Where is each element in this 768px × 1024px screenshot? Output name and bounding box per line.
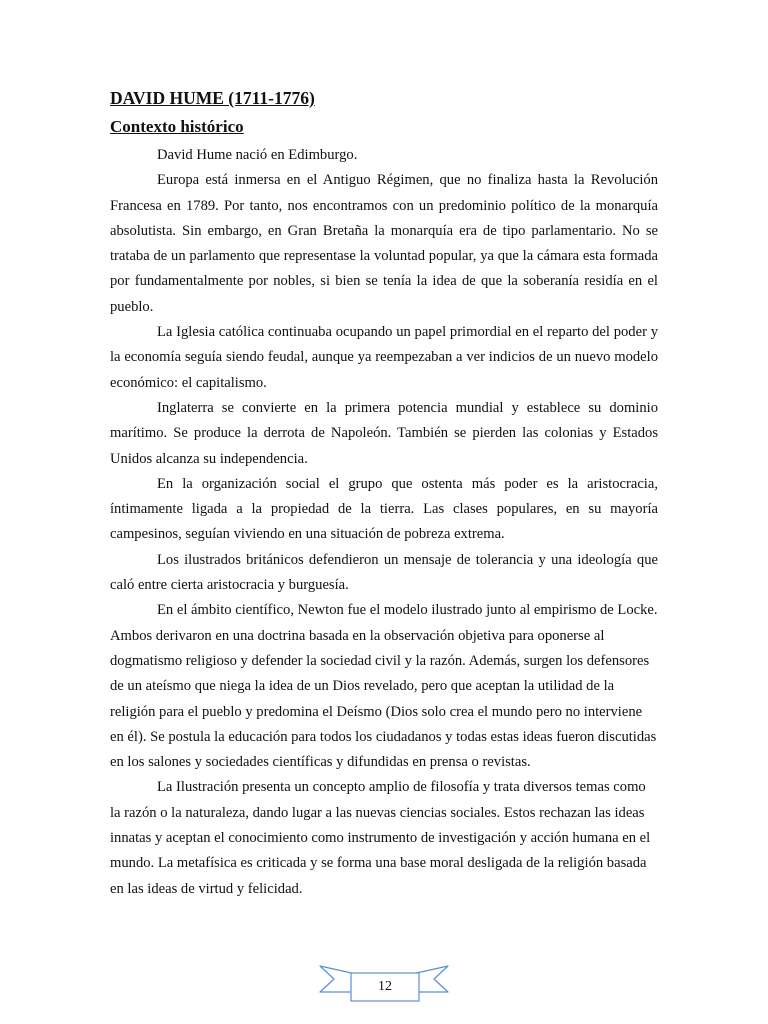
- paragraph-iglesia: La Iglesia católica continuaba ocupando un papel primordial en el reparto del poder y la economía seguía siendo feudal, aunque ya reempezaban a ver indicios de un nuevo modelo económico: el capitalismo.: [110, 324, 658, 391]
- paragraph-inglaterra: Inglaterra se convierte en la primera potencia mundial y establece su dominio marítimo. Se produce la derrota de Napoleón. También se pierden las colonias y Estados Unidos alcanza su independencia.: [110, 399, 658, 467]
- paragraph-ilustracion: La Ilustración presenta un concepto amplio de filosofía y trata diversos temas como la razón o la naturaleza, dando lugar a las nuevas ciencias sociales. Estos rechazan las ideas innatas y aceptan el conocimiento como instrumento de investigación y acción humana en el mundo. La metafísica es criticada y se forma una base moral desligada de la religión basada en las ideas de virtud y felicidad.: [110, 779, 651, 897]
- paragraph-birthplace: David Hume nació en Edimburgo.: [157, 147, 358, 163]
- paragraph-ambito-cientifico: En el ámbito científico, Newton fue el modelo ilustrado junto al empirismo de Locke. Ambos derivaron en una doctrina basada en la observación objetiva para oponerse al dogmatismo religioso y defender la sociedad civil y la razón. Además, surgen los defensores de un ateísmo que niega la idea de un Dios revelado, pero que aceptan la utilidad de la religión para el pueblo y predomina el Deísmo (Dios solo crea el mundo pero no interviene en él). Se postula la educación para todos los ciudadanos y todas estas ideas fueron discutidas en los salones y sociedades científicas y difundidas en prensa o revistas.: [110, 602, 658, 771]
- paragraph-ilustrados: Los ilustrados británicos defendieron un mensaje de tolerancia y una ideología que caló entre cierta aristocracia y burguesía.: [110, 551, 658, 594]
- paragraph-organizacion-social: En la organización social el grupo que ostenta más poder es la aristocracia, íntimamente ligada a la propiedad de la tierra. Las clases populares, en su mayoría campesinos, seguían viviendo en una situación de pobreza extrema.: [110, 475, 658, 543]
- paragraph-antiguo-regimen: Europa está inmersa en el Antiguo Régimen, que no finaliza hasta la Revolución Francesa en 1789. Por tanto, nos encontramos con un predominio político de la monarquía absolutista. Sin embargo, en Gran Bretaña la monarquía era de tipo parlamentario. No se trataba de un parlamento que representase la voluntad popular, ya que la cámara esta formada por fundamentalmente por nobles, si bien se tenía la idea de que la soberanía residía en el pueblo.: [110, 172, 658, 315]
- section-heading: Contexto histórico: [110, 117, 244, 136]
- page-number: 12: [378, 979, 392, 994]
- document-title: DAVID HUME (1711-1776): [110, 88, 315, 108]
- document-page: [110, 84, 658, 902]
